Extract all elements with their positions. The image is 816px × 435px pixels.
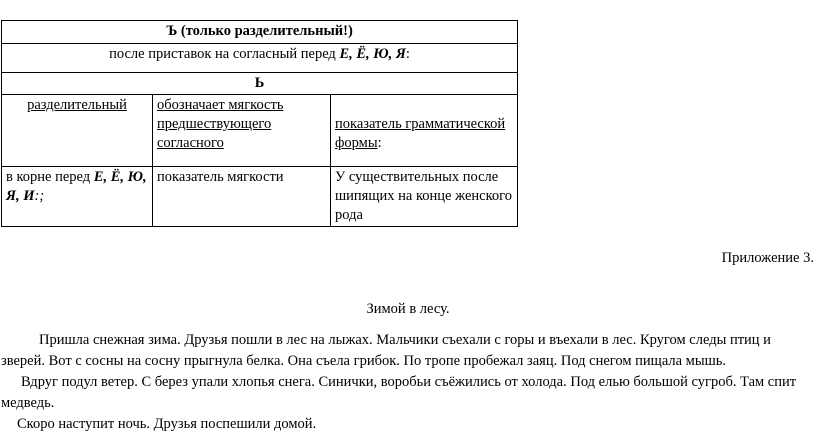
appendix-label: Приложение 3. xyxy=(721,250,814,266)
col1-header: разделительный xyxy=(27,97,127,113)
col3-header-suffix: : xyxy=(377,135,382,151)
hard-sign-rule-prefix: после приставок на согласный перед xyxy=(109,46,340,62)
story-paragraph-1: Пришла снежная зима. Друзья пошли в лес на лыжах. Мальчики съехали с горы и въехали в лес. Кругом следы птиц и зверей. Вот с сосны на сосну прыгнула белка. Она съела грибок. По тропе пробежал заяц. Под снегом пищала мышь. xyxy=(1,332,771,369)
hard-sign-rule-row xyxy=(2,44,518,73)
col2-body: показатель мягкости xyxy=(153,167,331,227)
hard-sign-title: Ъ (только разделительный!) xyxy=(2,21,518,44)
hard-sign-title-row xyxy=(2,21,518,44)
spelling-rules-table xyxy=(1,20,518,227)
col3-header: показатель грамматической формы xyxy=(335,116,506,151)
story-title: Зимой в лесу. xyxy=(366,301,450,317)
soft-sign-title-row xyxy=(2,73,518,95)
soft-sign-body-row xyxy=(2,167,518,227)
col2-header: обозначает мягкость предшествующего согласного xyxy=(157,97,284,151)
col1-body-prefix: в корне перед xyxy=(6,169,94,185)
hard-sign-rule xyxy=(2,44,518,73)
soft-sign-title: Ь xyxy=(2,73,518,95)
hard-sign-rule-suffix: : xyxy=(405,46,410,62)
col1-body-cell xyxy=(2,167,153,227)
soft-sign-header-row xyxy=(2,95,518,167)
story-paragraph-2: Вдруг подул ветер. С берез упали хлопья снега. Синички, воробьи съёжились от холода. Под елью большой сугроб. Там спит медведь. xyxy=(1,374,797,411)
hard-sign-rule-letters: Е, Ё, Ю, Я xyxy=(339,46,406,62)
col3-header-cell xyxy=(331,95,518,167)
story-text xyxy=(1,330,815,435)
col1-header-cell xyxy=(2,95,153,167)
col3-header-wrap xyxy=(335,96,513,153)
col3-body: У существительных после шипящих на конце женского рода xyxy=(331,167,518,227)
col1-body-letters: Е, Ё, Ю, Я, И xyxy=(6,169,147,204)
col1-body-suffix: :; xyxy=(34,188,45,204)
story-paragraph-3: Скоро наступит ночь. Друзья поспешили домой. xyxy=(17,416,317,432)
col2-header-cell xyxy=(153,95,331,167)
